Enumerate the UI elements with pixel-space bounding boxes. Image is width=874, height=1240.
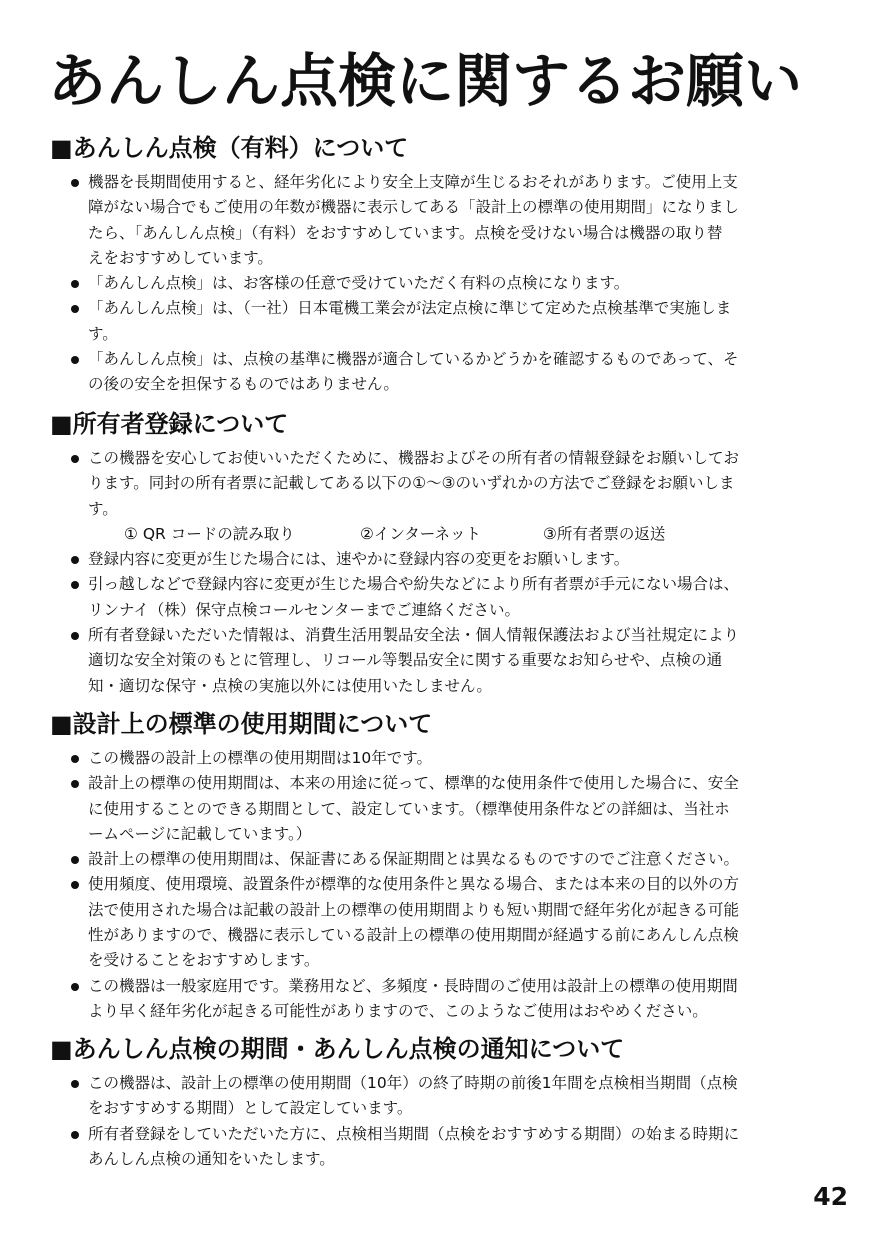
bullet-icon <box>71 1080 79 1088</box>
section-heading: ■あんしん点検（有料）について <box>50 134 409 162</box>
bullet-icon <box>71 856 79 864</box>
list-item: 機器を長期間使用すると、経年劣化により安全上支障が生じるおそれがあります。ご使用上支 障がない場合でもご使用の年数が機器に表示してある「設計上の標準の使用期間」になりまし たら、「あんしん点検」（有料）をおすすめしています。点検を受けない場合は機器の取り替 えをおすすめしています。 <box>50 170 810 271</box>
list-item: 「あんしん点検」は、お客様の任意で受けていただく有料の点検になります。 <box>50 271 810 296</box>
method-return-form: ③所有者票の返送 <box>543 524 666 543</box>
list-item: この機器は、設計上の標準の使用期間（10年）の終了時期の前後1年間を点検相当期間（点検 をおすすめする期間）として設定しています。 <box>50 1071 810 1122</box>
method-internet: ②インターネット <box>360 524 482 543</box>
list-item: この機器の設計上の標準の使用期間は10年です。 <box>50 746 810 771</box>
list-item: 所有者登録いただいた情報は、消費生活用製品安全法・個人情報保護法および当社規定により 適切な安全対策のもとに管理し、リコール等製品安全に関する重要なお知らせや、点検の通 知・適切な保守・点検の実施以外には使用いたしません。 <box>50 623 810 699</box>
bullet-icon <box>71 881 79 889</box>
section-heading: ■あんしん点検の期間・あんしん点検の通知について <box>50 1035 625 1063</box>
method-qr-code: ① QR コードの読み取り <box>124 524 295 543</box>
list-item: 使用頻度、使用環境、設置条件が標準的な使用条件と異なる場合、または本来の目的以外の方 法で使用された場合は記載の設計上の標準の使用期間よりも短い期間で経年劣化が起きる可能 性がありますので、機器に表示している設計上の標準の使用期間が経過する前にあんしん点検 を受けることをおすすめします。 <box>50 872 810 973</box>
bullet-icon <box>71 280 79 288</box>
bullet-icon <box>71 455 79 463</box>
list-item: 所有者登録をしていただいた方に、点検相当期間（点検をおすすめする期間）の始まる時期に あんしん点検の通知をいたします。 <box>50 1122 810 1173</box>
section-owner-registration <box>50 408 810 699</box>
list-item: 設計上の標準の使用期間は、保証書にある保証期間とは異なるものですのでご注意ください。 <box>50 847 810 872</box>
section-inspection-period-notice <box>50 1033 810 1172</box>
section-heading: ■所有者登録について <box>50 410 289 438</box>
page-title: あんしん点検に関するお願い <box>48 47 803 115</box>
bullet-icon <box>71 780 79 788</box>
bullet-icon <box>71 632 79 640</box>
list-item: 「あんしん点検」は、（一社）日本電機工業会が法定点検に準じて定めた点検基準で実施しま す。 <box>50 296 810 347</box>
bullet-icon <box>71 1131 79 1139</box>
list-item: 設計上の標準の使用期間は、本来の用途に従って、標準的な使用条件で使用した場合に、安全 に使用することのできる期間として、設定しています。（標準使用条件などの詳細は、当社ホ ームページに記載しています。） <box>50 771 810 847</box>
section-anshin-inspection <box>50 132 810 398</box>
list-item: 「あんしん点検」は、点検の基準に機器が適合しているかどうかを確認するものであって、そ の後の安全を担保するものではありません。 <box>50 347 810 398</box>
page-number: 42 <box>813 1182 848 1211</box>
bullet-icon <box>71 755 79 763</box>
bullet-icon <box>71 356 79 364</box>
bullet-icon <box>71 983 79 991</box>
list-item: 引っ越しなどで登録内容に変更が生じた場合や紛失などにより所有者票が手元にない場合は、 リンナイ（株）保守点検コールセンターまでご連絡ください。 <box>50 572 810 623</box>
section-heading: ■設計上の標準の使用期間について <box>50 710 433 738</box>
list-item: この機器を安心してお使いいただくために、機器およびその所有者の情報登録をお願いしてお ります。同封の所有者票に記載してある以下の①〜③のいずれかの方法でご登録をお願いしま す。 <box>50 446 810 522</box>
list-item: この機器は一般家庭用です。業務用など、多頻度・長時間のご使用は設計上の標準の使用期間 より早く経年劣化が起きる可能性がありますので、このようなご使用はおやめください。 <box>50 974 810 1025</box>
bullet-icon <box>71 556 79 564</box>
section-standard-usage-period <box>50 708 810 1024</box>
list-item: 登録内容に変更が生じた場合には、速やかに登録内容の変更をお願いします。 <box>50 547 810 572</box>
bullet-icon <box>71 179 79 187</box>
bullet-icon <box>71 305 79 313</box>
registration-methods <box>50 522 810 547</box>
bullet-icon <box>71 581 79 589</box>
